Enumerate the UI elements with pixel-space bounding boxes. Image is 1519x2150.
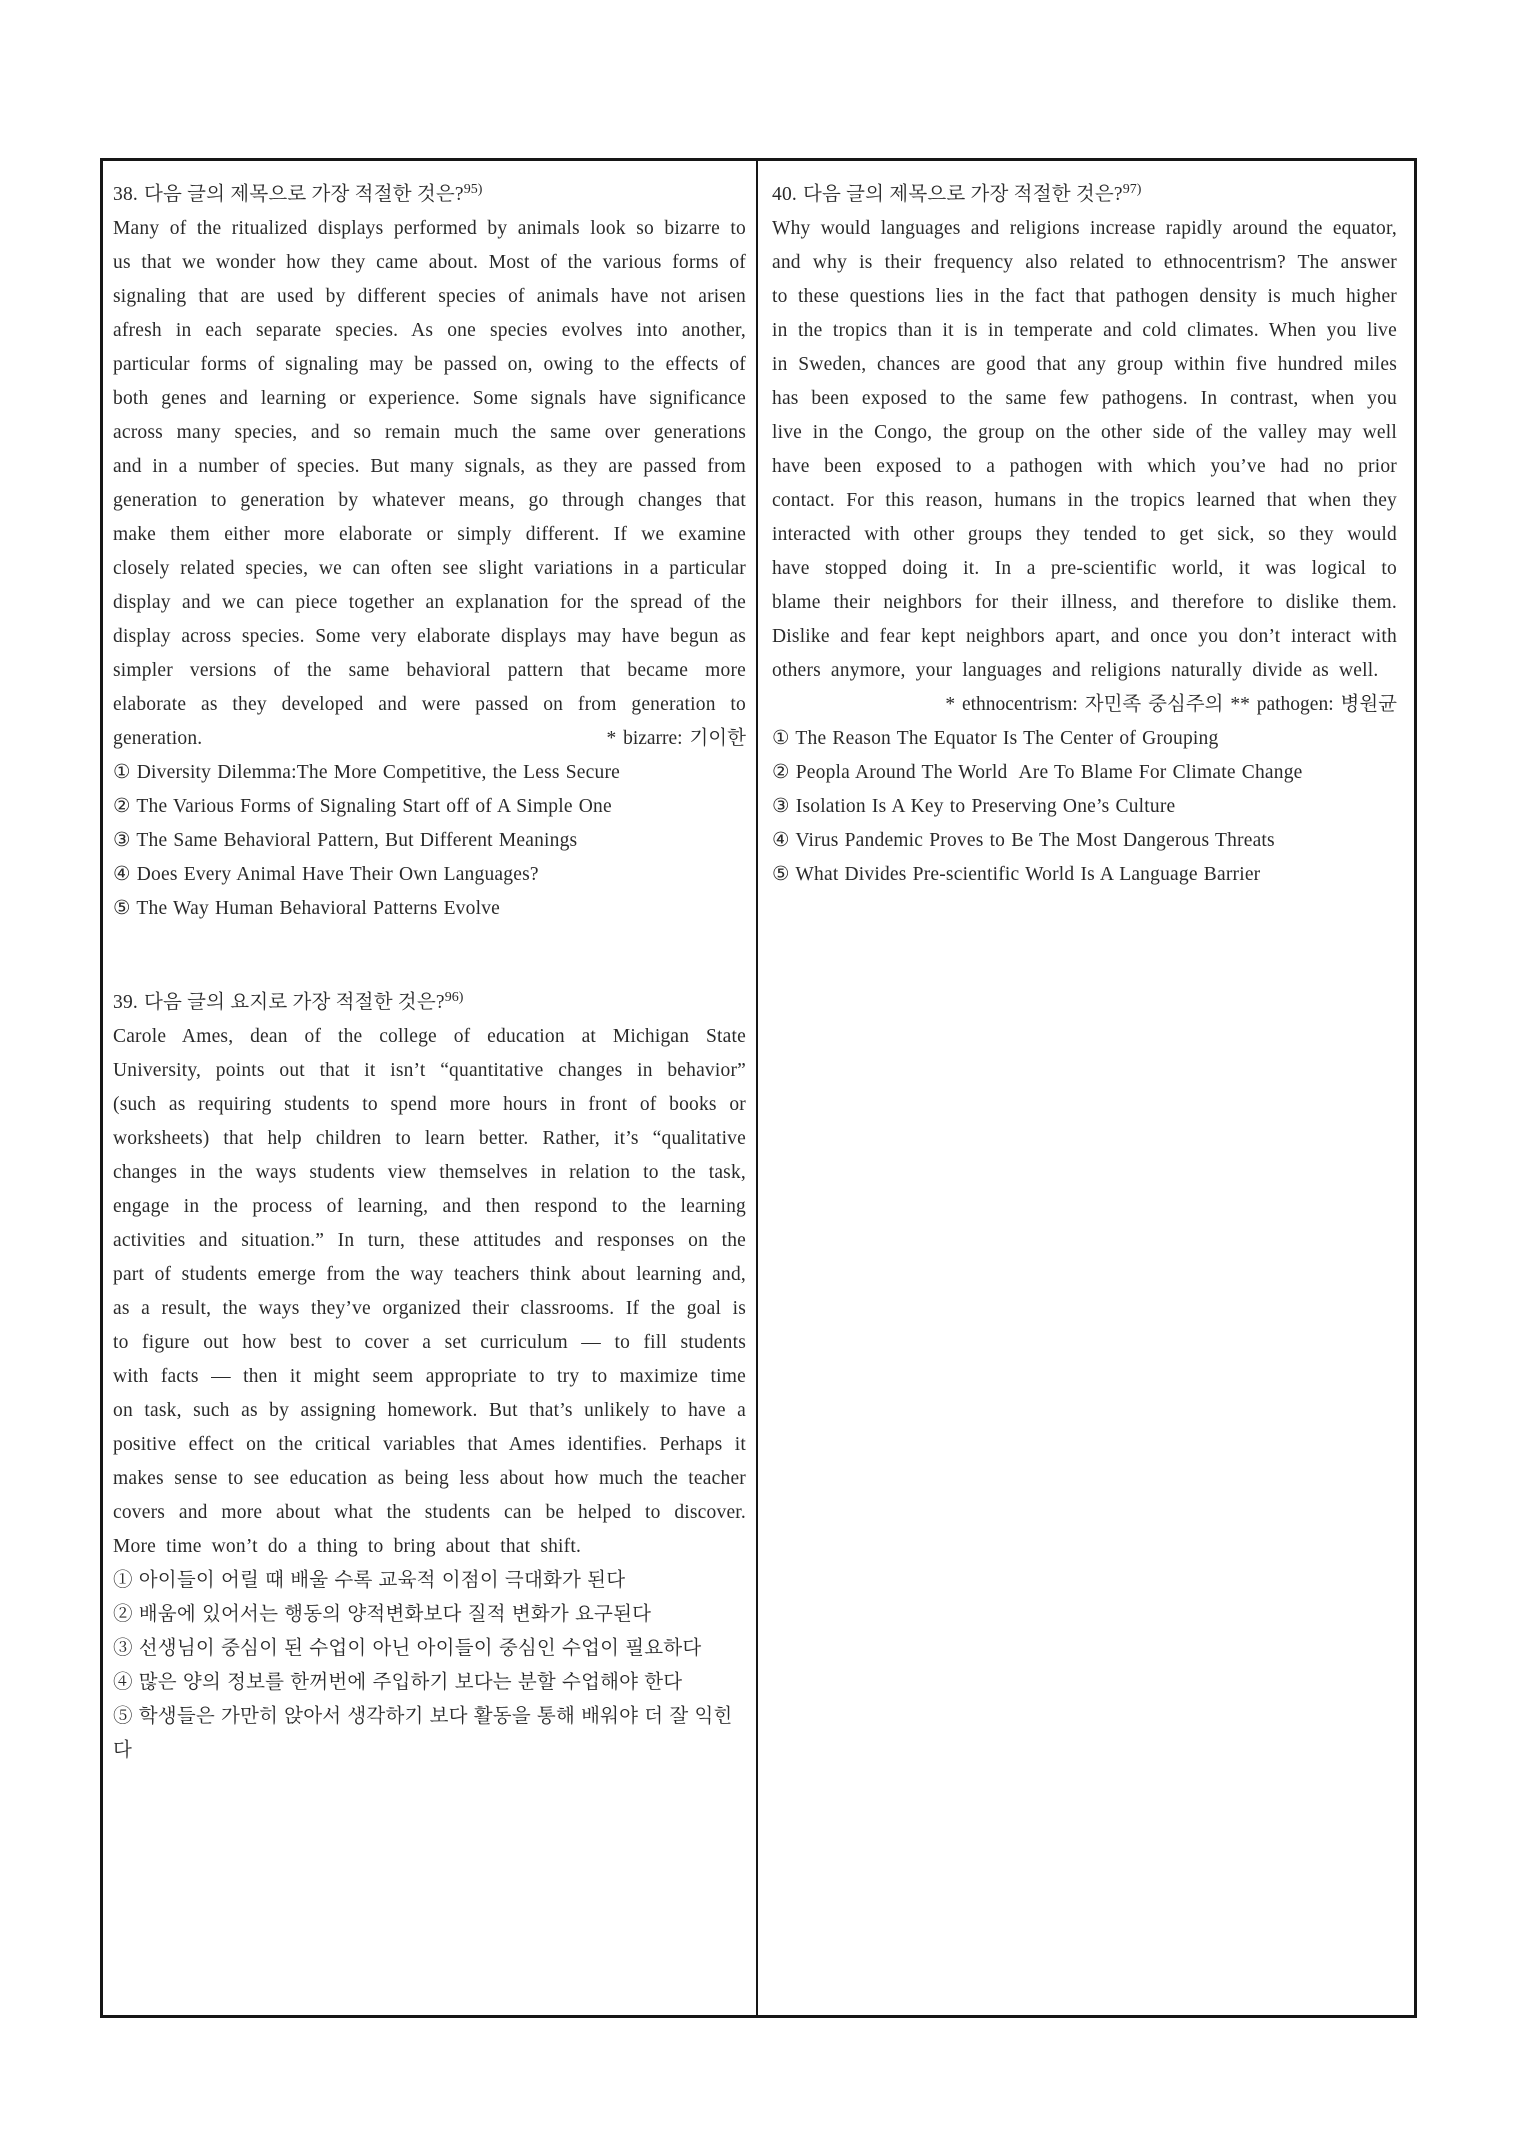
left-column [103,161,758,2015]
answer-option-40-4: ④ Virus Pandemic Proves to Be The Most Dangerous Threats [772,830,1275,851]
answer-option-38-3: ③ The Same Behavioral Pattern, But Different Meanings [113,830,578,851]
question-39-header [113,981,746,1020]
answer-option-38-2: ② The Various Forms of Signaling Start off of A Simple One [113,796,612,817]
question-40-options [772,722,1397,892]
question-40-header [772,173,1397,212]
question-40-passage: Why would languages and religions increase rapidly around the equator, and why is their frequency also related to ethnocentrism? The answer to these questions lies in the fact that pathogen density is much higher in the tropics than it is in temperate and cold climates. When you live in Sweden, chances are good that any group within five hundred miles has been exposed to the same few pathogens. In contrast, when you live in the Congo, the group on the other side of the valley may well have been exposed to a pathogen with which you’ve had no prior contact. For this reason, humans in the tropics learned that when they interacted with other groups they tended to get sick, so they would have stopped doing it. In a pre-scientific world, it was logical to blame their neighbors for their illness, and therefore to dislike them. Dislike and fear kept neighbors apart, and once you don’t interact with others anymore, your languages and religions naturally divide as well. [772,218,1397,681]
question-38-header [113,173,746,212]
answer-option-40-5: ⑤ What Divides Pre-scientific World Is A Language Barrier [772,864,1261,885]
answer-option-39-3: ③ 선생님이 중심이 된 수업이 아닌 아이들이 중심인 수업이 필요하다 [113,1638,702,1659]
answer-option-38-4: ④ Does Every Animal Have Their Own Languages? [113,864,539,885]
question-40-vocab-note: * ethnocentrism: 자민족 중심주의 ** pathogen: 병원균 [945,694,1397,715]
question-40 [772,173,1397,892]
question-38-number: 38. [113,184,138,205]
answer-option-39-2: ② 배움에 있어서는 행동의 양적변화보다 질적 변화가 요구된다 [113,1604,652,1625]
answer-option-40-3: ③ Isolation Is A Key to Preserving One’s Culture [772,796,1176,817]
answer-option-39-1: ① 아이들이 어릴 때 배울 수록 교육적 이점이 극대화가 된다 [113,1570,626,1591]
question-38-vocab-note: * bizarre: 기이한 [606,728,746,749]
question-39 [113,981,746,1768]
question-39-options [113,1564,746,1768]
answer-option-39-4: ④ 많은 양의 정보를 한꺼번에 주입하기 보다는 분할 수업해야 한다 [113,1672,683,1693]
question-38-passage: Many of the ritualized displays performed by animals look so bizarre to us that we wonder how they came about. Most of the various forms of signaling that are used by different species of animals have not arisen afresh in each separate species. As one species evolves into another, particular forms of signaling may be passed on, owing to the effects of both genes and learning or experience. Some signals have significance across many species, and so remain much the same over generations and in a number of species. But many signals, as they are passed from generation to generation by whatever means, go through changes that make them either more elaborate or simply different. If we examine closely related species, we can often see slight variations in a particular display and we can piece together an explanation for the spread of the display across species. Some very elaborate displays may have begun as simpler versions of the same behavioral pattern that became more elaborate as they developed and were passed on from generation to generation. [113,218,746,749]
question-40-prompt: 다음 글의 제목으로 가장 적절한 것은? [802,184,1123,205]
answer-option-38-5: ⑤ The Way Human Behavioral Patterns Evolve [113,898,501,919]
answer-option-40-1: ① The Reason The Equator Is The Center of Grouping [772,728,1219,749]
question-38-prompt: 다음 글의 제목으로 가장 적절한 것은? [143,184,464,205]
answer-option-38-1: ① Diversity Dilemma:The More Competitive, the Less Secure [113,762,621,783]
right-column [758,161,1414,2015]
question-38-footnote-ref: 95) [463,182,483,197]
question-38-options [113,756,746,926]
question-39-number: 39. [113,992,138,1013]
question-39-footnote-ref: 96) [444,990,464,1005]
question-39-passage: Carole Ames, dean of the college of education at Michigan State University, points out that it isn’t “quantitative changes in behavior” (such as requiring students to spend more hours in front of books or worksheets) that help children to learn better. Rather, it’s “qualitative changes in the ways students view themselves in relation to the task, engage in the process of learning, and then respond to the learning activities and situation.” In turn, these attitudes and responses on the part of students emerge from the way teachers think about learning and, as a result, the ways they’ve organized their classrooms. If the goal is to figure out how best to cover a set curriculum — to fill students with facts — then it might seem appropriate to try to maximize time on task, such as by assigning homework. But that’s unlikely to have a positive effect on the critical variables that Ames identifies. Perhaps it makes sense to see education as being less about how much the teacher covers and more about what the students can be helped to discover. More time won’t do a thing to bring about that shift. [113,1026,746,1557]
question-40-number: 40. [772,184,797,205]
question-39-prompt: 다음 글의 요지로 가장 적절한 것은? [143,992,445,1013]
question-38 [113,173,746,926]
question-40-footnote-ref: 97) [1122,182,1142,197]
answer-option-40-2: ② Peopla Around The World Are To Blame For Climate Change [772,762,1303,783]
answer-option-39-5: ⑤ 학생들은 가만히 앉아서 생각하기 보다 활동을 통해 배워야 더 잘 익힌다 [113,1706,733,1761]
exam-sheet-frame [100,158,1417,2018]
